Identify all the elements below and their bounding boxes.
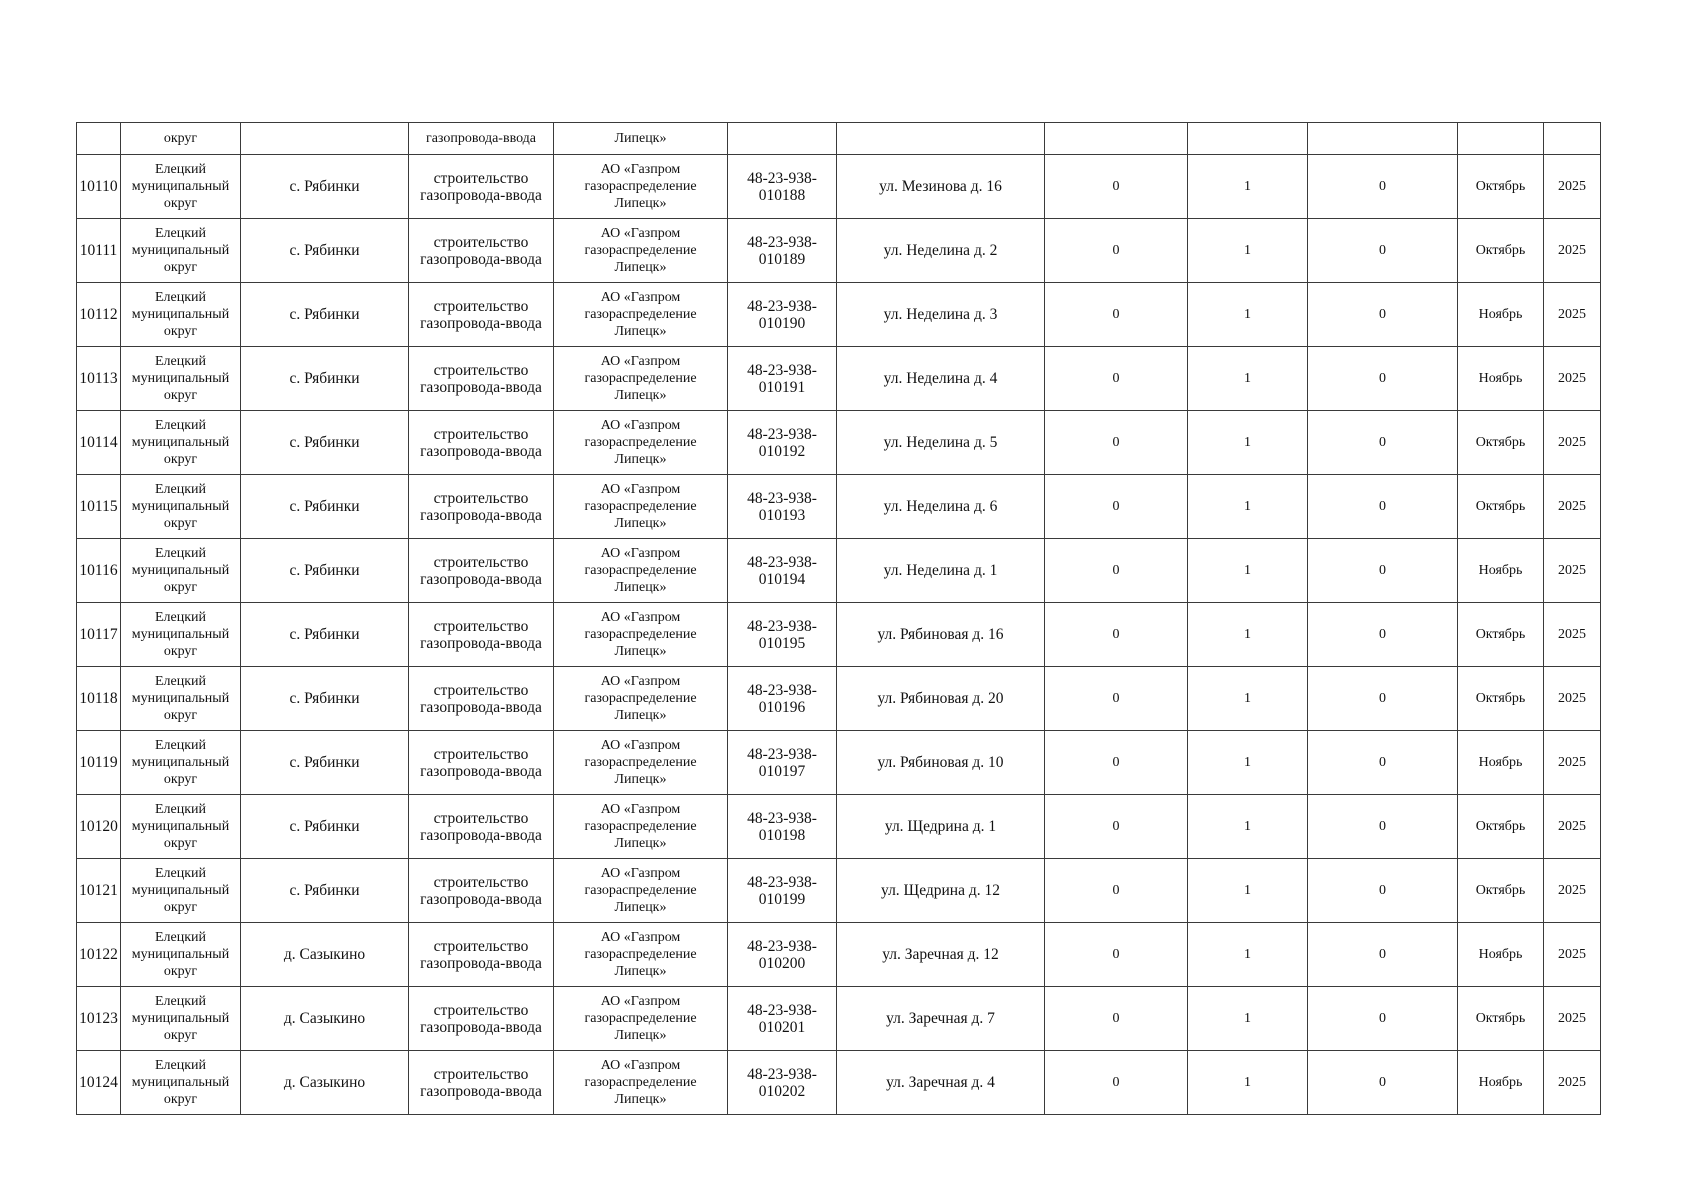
address-cell: ул. Заречная д. 7 [837, 987, 1045, 1051]
address-cell: ул. Заречная д. 4 [837, 1051, 1045, 1115]
count-col-2-cell: 1 [1188, 795, 1308, 859]
settlement-cell: с. Рябинки [241, 795, 409, 859]
month-cell: Ноябрь [1458, 731, 1544, 795]
count-col-3-cell: 0 [1308, 411, 1458, 475]
row-number-cell: 10124 [77, 1051, 121, 1115]
work-type-cell: строительство газопровода-ввода [409, 411, 554, 475]
district-cell: Елецкий муниципальный округ [121, 475, 241, 539]
row-number-cell: 10114 [77, 411, 121, 475]
settlement-cell: д. Сазыкино [241, 1051, 409, 1115]
table-row [77, 411, 1601, 475]
row-number-cell: 10113 [77, 347, 121, 411]
table-row [77, 539, 1601, 603]
count-col-1-cell: 0 [1045, 923, 1188, 987]
work-type-cell: строительство газопровода-ввода [409, 283, 554, 347]
district-cell: Елецкий муниципальный округ [121, 859, 241, 923]
work-type-cell: строительство газопровода-ввода [409, 923, 554, 987]
count-col-3-cell: 0 [1308, 155, 1458, 219]
district-cell: Елецкий муниципальный округ [121, 603, 241, 667]
work-type-cell: строительство газопровода-ввода [409, 539, 554, 603]
month-cell: Октябрь [1458, 667, 1544, 731]
count-col-1-cell: 0 [1045, 539, 1188, 603]
count-col-3-cell: 0 [1308, 859, 1458, 923]
settlement-cell: с. Рябинки [241, 155, 409, 219]
organization-cell: АО «Газпром газораспределение Липецк» [554, 795, 728, 859]
organization-cell: АО «Газпром газораспределение Липецк» [554, 411, 728, 475]
table-row [77, 347, 1601, 411]
count-col-3-cell: 0 [1308, 795, 1458, 859]
cont-c3 [1308, 123, 1458, 155]
table-row [77, 987, 1601, 1051]
settlement-cell: с. Рябинки [241, 475, 409, 539]
organization-cell: АО «Газпром газораспределение Липецк» [554, 667, 728, 731]
count-col-1-cell: 0 [1045, 347, 1188, 411]
count-col-3-cell: 0 [1308, 603, 1458, 667]
count-col-1-cell: 0 [1045, 219, 1188, 283]
organization-cell: АО «Газпром газораспределение Липецк» [554, 475, 728, 539]
row-number-cell: 10115 [77, 475, 121, 539]
cont-num [77, 123, 121, 155]
count-col-2-cell: 1 [1188, 347, 1308, 411]
count-col-1-cell: 0 [1045, 987, 1188, 1051]
organization-cell: АО «Газпром газораспределение Липецк» [554, 155, 728, 219]
cont-c2 [1188, 123, 1308, 155]
count-col-3-cell: 0 [1308, 667, 1458, 731]
row-number-cell: 10121 [77, 859, 121, 923]
year-cell: 2025 [1544, 987, 1601, 1051]
settlement-cell: с. Рябинки [241, 859, 409, 923]
year-cell: 2025 [1544, 283, 1601, 347]
count-col-2-cell: 1 [1188, 155, 1308, 219]
address-cell: ул. Неделина д. 4 [837, 347, 1045, 411]
month-cell: Октябрь [1458, 603, 1544, 667]
address-cell: ул. Неделина д. 3 [837, 283, 1045, 347]
address-cell: ул. Мезинова д. 16 [837, 155, 1045, 219]
document-page [76, 122, 1600, 1115]
month-cell: Ноябрь [1458, 923, 1544, 987]
settlement-cell: с. Рябинки [241, 539, 409, 603]
table-row [77, 1051, 1601, 1115]
year-cell: 2025 [1544, 539, 1601, 603]
year-cell: 2025 [1544, 219, 1601, 283]
district-cell: Елецкий муниципальный округ [121, 667, 241, 731]
registry-table [76, 122, 1601, 1115]
organization-cell: АО «Газпром газораспределение Липецк» [554, 1051, 728, 1115]
row-number-cell: 10122 [77, 923, 121, 987]
district-cell: Елецкий муниципальный округ [121, 539, 241, 603]
table-row [77, 667, 1601, 731]
object-code-cell: 48-23-938- 010188 [728, 155, 837, 219]
address-cell: ул. Неделина д. 2 [837, 219, 1045, 283]
count-col-1-cell: 0 [1045, 411, 1188, 475]
work-type-cell: строительство газопровода-ввода [409, 987, 554, 1051]
district-cell: Елецкий муниципальный округ [121, 155, 241, 219]
settlement-cell: с. Рябинки [241, 219, 409, 283]
count-col-2-cell: 1 [1188, 987, 1308, 1051]
count-col-3-cell: 0 [1308, 923, 1458, 987]
object-code-cell: 48-23-938- 010200 [728, 923, 837, 987]
count-col-1-cell: 0 [1045, 795, 1188, 859]
count-col-1-cell: 0 [1045, 1051, 1188, 1115]
settlement-cell: д. Сазыкино [241, 923, 409, 987]
month-cell: Ноябрь [1458, 347, 1544, 411]
address-cell: ул. Неделина д. 6 [837, 475, 1045, 539]
month-cell: Октябрь [1458, 475, 1544, 539]
year-cell: 2025 [1544, 475, 1601, 539]
cont-settlement [241, 123, 409, 155]
object-code-cell: 48-23-938- 010199 [728, 859, 837, 923]
organization-cell: АО «Газпром газораспределение Липецк» [554, 923, 728, 987]
organization-cell: АО «Газпром газораспределение Липецк» [554, 859, 728, 923]
row-number-cell: 10112 [77, 283, 121, 347]
organization-cell: АО «Газпром газораспределение Липецк» [554, 987, 728, 1051]
count-col-2-cell: 1 [1188, 539, 1308, 603]
address-cell: ул. Рябиновая д. 10 [837, 731, 1045, 795]
count-col-2-cell: 1 [1188, 859, 1308, 923]
table-row [77, 731, 1601, 795]
month-cell: Октябрь [1458, 987, 1544, 1051]
district-cell: Елецкий муниципальный округ [121, 1051, 241, 1115]
count-col-2-cell: 1 [1188, 475, 1308, 539]
year-cell: 2025 [1544, 667, 1601, 731]
year-cell: 2025 [1544, 1051, 1601, 1115]
address-cell: ул. Рябиновая д. 20 [837, 667, 1045, 731]
count-col-1-cell: 0 [1045, 155, 1188, 219]
object-code-cell: 48-23-938- 010197 [728, 731, 837, 795]
work-type-cell: строительство газопровода-ввода [409, 155, 554, 219]
year-cell: 2025 [1544, 155, 1601, 219]
object-code-cell: 48-23-938- 010190 [728, 283, 837, 347]
cont-org: Липецк» [554, 123, 728, 155]
settlement-cell: с. Рябинки [241, 411, 409, 475]
count-col-3-cell: 0 [1308, 1051, 1458, 1115]
district-cell: Елецкий муниципальный округ [121, 283, 241, 347]
table-row [77, 283, 1601, 347]
cont-c1 [1045, 123, 1188, 155]
table-row [77, 603, 1601, 667]
continuation-row [77, 123, 1601, 155]
district-cell: Елецкий муниципальный округ [121, 987, 241, 1051]
work-type-cell: строительство газопровода-ввода [409, 1051, 554, 1115]
object-code-cell: 48-23-938- 010191 [728, 347, 837, 411]
settlement-cell: с. Рябинки [241, 667, 409, 731]
work-type-cell: строительство газопровода-ввода [409, 603, 554, 667]
work-type-cell: строительство газопровода-ввода [409, 795, 554, 859]
settlement-cell: д. Сазыкино [241, 987, 409, 1051]
table-row [77, 155, 1601, 219]
table-row [77, 859, 1601, 923]
object-code-cell: 48-23-938- 010202 [728, 1051, 837, 1115]
object-code-cell: 48-23-938- 010194 [728, 539, 837, 603]
work-type-cell: строительство газопровода-ввода [409, 731, 554, 795]
district-cell: Елецкий муниципальный округ [121, 923, 241, 987]
address-cell: ул. Щедрина д. 12 [837, 859, 1045, 923]
row-number-cell: 10116 [77, 539, 121, 603]
row-number-cell: 10123 [77, 987, 121, 1051]
object-code-cell: 48-23-938- 010196 [728, 667, 837, 731]
count-col-1-cell: 0 [1045, 603, 1188, 667]
organization-cell: АО «Газпром газораспределение Липецк» [554, 731, 728, 795]
organization-cell: АО «Газпром газораспределение Липецк» [554, 347, 728, 411]
count-col-1-cell: 0 [1045, 731, 1188, 795]
settlement-cell: с. Рябинки [241, 603, 409, 667]
count-col-2-cell: 1 [1188, 411, 1308, 475]
count-col-3-cell: 0 [1308, 347, 1458, 411]
count-col-2-cell: 1 [1188, 283, 1308, 347]
row-number-cell: 10111 [77, 219, 121, 283]
cont-work: газопровода-ввода [409, 123, 554, 155]
row-number-cell: 10110 [77, 155, 121, 219]
count-col-2-cell: 1 [1188, 1051, 1308, 1115]
district-cell: Елецкий муниципальный округ [121, 731, 241, 795]
month-cell: Ноябрь [1458, 283, 1544, 347]
district-cell: Елецкий муниципальный округ [121, 411, 241, 475]
cont-year [1544, 123, 1601, 155]
year-cell: 2025 [1544, 347, 1601, 411]
object-code-cell: 48-23-938- 010195 [728, 603, 837, 667]
table-row [77, 219, 1601, 283]
month-cell: Ноябрь [1458, 539, 1544, 603]
organization-cell: АО «Газпром газораспределение Липецк» [554, 539, 728, 603]
year-cell: 2025 [1544, 795, 1601, 859]
year-cell: 2025 [1544, 923, 1601, 987]
work-type-cell: строительство газопровода-ввода [409, 219, 554, 283]
address-cell: ул. Заречная д. 12 [837, 923, 1045, 987]
year-cell: 2025 [1544, 411, 1601, 475]
month-cell: Ноябрь [1458, 1051, 1544, 1115]
object-code-cell: 48-23-938- 010201 [728, 987, 837, 1051]
work-type-cell: строительство газопровода-ввода [409, 667, 554, 731]
object-code-cell: 48-23-938- 010198 [728, 795, 837, 859]
settlement-cell: с. Рябинки [241, 283, 409, 347]
count-col-2-cell: 1 [1188, 667, 1308, 731]
row-number-cell: 10120 [77, 795, 121, 859]
year-cell: 2025 [1544, 603, 1601, 667]
count-col-2-cell: 1 [1188, 731, 1308, 795]
address-cell: ул. Неделина д. 5 [837, 411, 1045, 475]
cont-code [728, 123, 837, 155]
address-cell: ул. Неделина д. 1 [837, 539, 1045, 603]
work-type-cell: строительство газопровода-ввода [409, 859, 554, 923]
work-type-cell: строительство газопровода-ввода [409, 475, 554, 539]
month-cell: Октябрь [1458, 859, 1544, 923]
cont-month [1458, 123, 1544, 155]
cont-address [837, 123, 1045, 155]
cont-district: округ [121, 123, 241, 155]
district-cell: Елецкий муниципальный округ [121, 219, 241, 283]
address-cell: ул. Рябиновая д. 16 [837, 603, 1045, 667]
organization-cell: АО «Газпром газораспределение Липецк» [554, 603, 728, 667]
organization-cell: АО «Газпром газораспределение Липецк» [554, 219, 728, 283]
count-col-1-cell: 0 [1045, 475, 1188, 539]
settlement-cell: с. Рябинки [241, 731, 409, 795]
count-col-3-cell: 0 [1308, 219, 1458, 283]
count-col-1-cell: 0 [1045, 283, 1188, 347]
count-col-3-cell: 0 [1308, 731, 1458, 795]
month-cell: Октябрь [1458, 411, 1544, 475]
month-cell: Октябрь [1458, 795, 1544, 859]
work-type-cell: строительство газопровода-ввода [409, 347, 554, 411]
settlement-cell: с. Рябинки [241, 347, 409, 411]
month-cell: Октябрь [1458, 219, 1544, 283]
count-col-3-cell: 0 [1308, 283, 1458, 347]
table-row [77, 795, 1601, 859]
count-col-2-cell: 1 [1188, 603, 1308, 667]
district-cell: Елецкий муниципальный округ [121, 795, 241, 859]
organization-cell: АО «Газпром газораспределение Липецк» [554, 283, 728, 347]
object-code-cell: 48-23-938- 010192 [728, 411, 837, 475]
year-cell: 2025 [1544, 859, 1601, 923]
count-col-1-cell: 0 [1045, 667, 1188, 731]
table-row [77, 923, 1601, 987]
row-number-cell: 10117 [77, 603, 121, 667]
count-col-2-cell: 1 [1188, 219, 1308, 283]
object-code-cell: 48-23-938- 010189 [728, 219, 837, 283]
count-col-3-cell: 0 [1308, 539, 1458, 603]
count-col-3-cell: 0 [1308, 475, 1458, 539]
row-number-cell: 10119 [77, 731, 121, 795]
count-col-2-cell: 1 [1188, 923, 1308, 987]
count-col-1-cell: 0 [1045, 859, 1188, 923]
count-col-3-cell: 0 [1308, 987, 1458, 1051]
table-body [77, 123, 1601, 1115]
month-cell: Октябрь [1458, 155, 1544, 219]
table-row [77, 475, 1601, 539]
year-cell: 2025 [1544, 731, 1601, 795]
row-number-cell: 10118 [77, 667, 121, 731]
object-code-cell: 48-23-938- 010193 [728, 475, 837, 539]
district-cell: Елецкий муниципальный округ [121, 347, 241, 411]
address-cell: ул. Щедрина д. 1 [837, 795, 1045, 859]
